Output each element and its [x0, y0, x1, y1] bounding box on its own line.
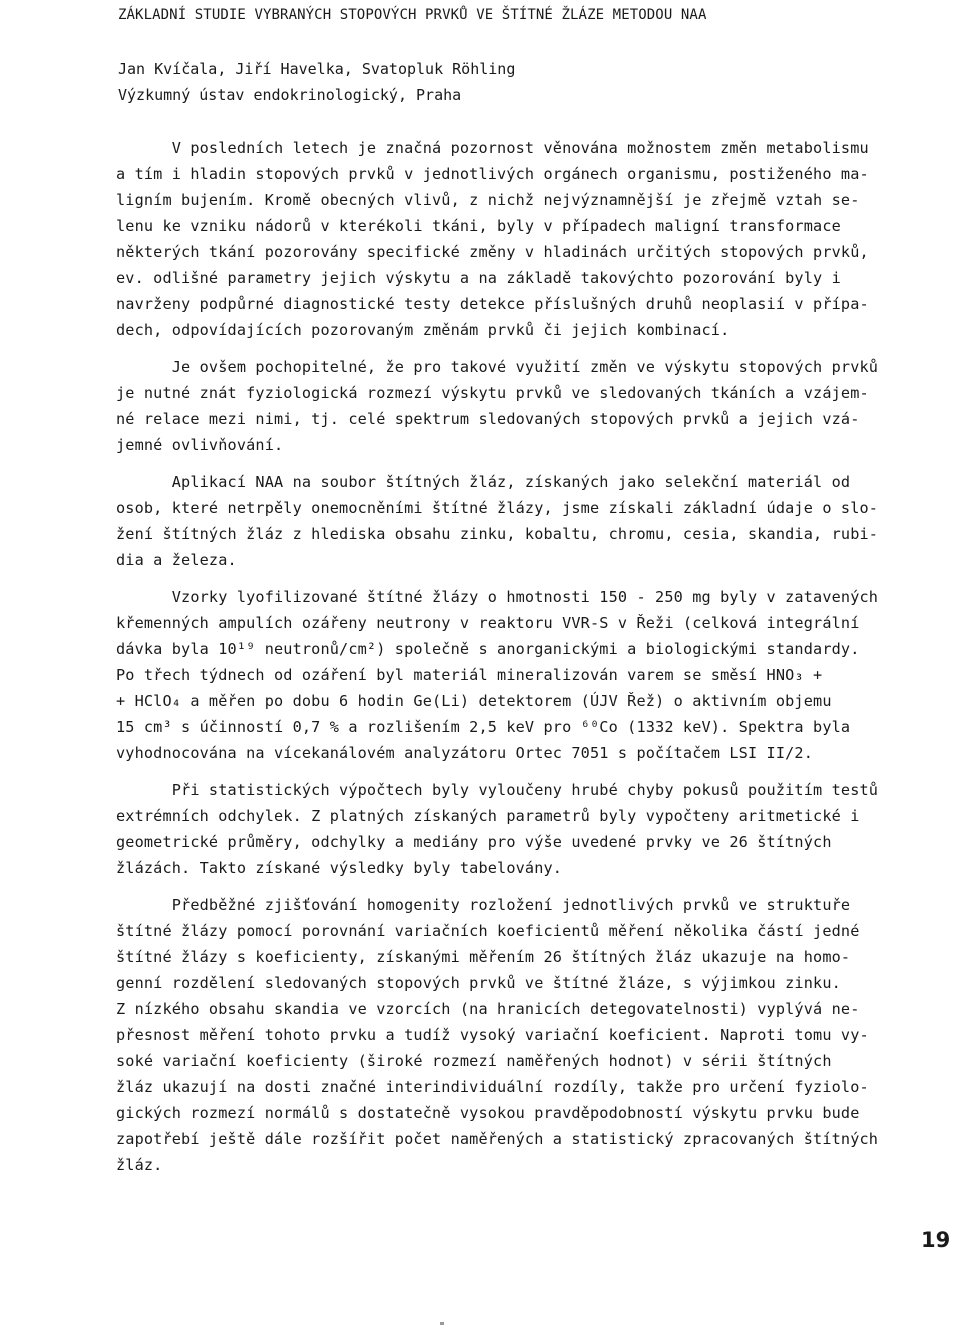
- body-line: V posledních letech je značná pozornost věnována možnostem změn metabolismu: [116, 139, 869, 157]
- body-line: osob, které netrpěly onemocněními štítné žlázy, jsme získali základní údaje o slo-: [116, 499, 879, 517]
- body-line: vyhodnocována na vícekanálovém analyzátoru Ortec 7051 s počítačem LSI II/2.: [116, 744, 814, 762]
- body-line: Při statistických výpočtech byly vyloučeny hrubé chyby pokusů použitím testů: [116, 781, 879, 799]
- body-line: geometrické průměry, odchylky a mediány pro výše uvedené prvky ve 26 štítných: [116, 833, 832, 851]
- body-line: 15 cm³ s účinností 0,7 % a rozlišením 2,5 keV pro ⁶⁰Co (1332 keV). Spektra byla: [116, 718, 851, 736]
- page-number: 19: [921, 1228, 951, 1252]
- body-line: lenu ke vzniku nádorů v kterékoli tkáni, byly v případech maligní transformace: [116, 217, 841, 235]
- body-line: ev. odlišné parametry jejich výskytu a na základě takovýchto pozorování byly i: [116, 269, 841, 287]
- body-line: Po třech týdnech od ozáření byl materiál mineralizován varem se směsí HNO₃ +: [116, 666, 823, 684]
- body-line: některých tkání pozorovány specifické změny v hladinách určitých stopových prvků,: [116, 243, 869, 261]
- body-line: žláz ukazují na dosti značné interindividuální rozdíly, takže pro určení fyziolo-: [116, 1078, 869, 1096]
- body-line: a tím i hladin stopových prvků v jednotlivých orgánech organismu, postiženého ma-: [116, 165, 869, 183]
- body-line: zapotřebí ještě dále rozšířit počet naměřených a statistický zpracovaných štítných: [116, 1130, 879, 1148]
- body-line: genní rozdělení sledovaných stopových prvků ve štítné žláze, s výjimkou zinku.: [116, 974, 841, 992]
- document-title: ZÁKLADNÍ STUDIE VYBRANÝCH STOPOVÝCH PRVKŮ VE ŠTÍTNÉ ŽLÁZE METODOU NAA: [118, 7, 707, 23]
- scan-speck: [440, 1322, 444, 1325]
- body-line: je nutné znát fyziologická rozmezí výskytu prvků ve sledovaných tkáních a vzájem-: [116, 384, 869, 402]
- body-line: + HClO₄ a měřen po dobu 6 hodin Ge(Li) detektorem (ÚJV Řež) o aktivním objemu: [116, 692, 832, 710]
- body-line: navrženy podpůrné diagnostické testy detekce příslušných druhů neoplasií v přípa-: [116, 295, 869, 313]
- body-line: štítné žlázy s koeficienty, získanými měřením 26 štítných žláz ukazuje na homo-: [116, 948, 851, 966]
- body-line: dech, odpovídajících pozorovaným změnám prvků či jejich kombinací.: [116, 321, 730, 339]
- body-line: Je ovšem pochopitelné, že pro takové využití změn ve výskytu stopových prvků: [116, 358, 879, 376]
- body-line: né relace mezi nimi, tj. celé spektrum sledovaných stopových prvků a jejich vzá-: [116, 410, 860, 428]
- body-line: ligním bujením. Kromě obecných vlivů, z nichž nejvýznamnější je zřejmě vztah se-: [116, 191, 860, 209]
- body-line: soké variační koeficienty (široké rozmezí naměřených hodnot) v sérii štítných: [116, 1052, 832, 1070]
- body-line: gických rozmezí normálů s dostatečně vysokou pravděpodobností výskytu prvku bude: [116, 1104, 860, 1122]
- body-line: žláz.: [116, 1156, 163, 1174]
- body-line: žlázách. Takto získané výsledky byly tabelovány.: [116, 859, 563, 877]
- body-line: dávka byla 10¹⁹ neutronů/cm²) společně s anorganickými a biologickými standardy.: [116, 640, 860, 658]
- body-line: dia a železa.: [116, 551, 237, 569]
- author-list: Jan Kvíčala, Jiří Havelka, Svatopluk Röhling: [118, 60, 516, 78]
- body-line: Vzorky lyofilizované štítné žlázy o hmotnosti 150 - 250 mg byly v zatavených: [116, 588, 879, 606]
- body-line: žení štítných žláz z hlediska obsahu zinku, kobaltu, chromu, cesia, skandia, rubi-: [116, 525, 879, 543]
- institute-affiliation: Výzkumný ústav endokrinologický, Praha: [118, 86, 462, 104]
- body-line: přesnost měření tohoto prvku a tudíž vysoký variační koeficient. Naproti tomu vy-: [116, 1026, 869, 1044]
- body-line: jemné ovlivňování.: [116, 436, 284, 454]
- body-line: štítné žlázy pomocí porovnání variačních koeficientů měření několika částí jedné: [116, 922, 860, 940]
- body-line: Z nízkého obsahu skandia ve vzorcích (na hranicích detegovatelnosti) vyplývá ne-: [116, 1000, 860, 1018]
- body-line: Aplikací NAA na soubor štítných žláz, získaných jako selekční materiál od: [116, 473, 851, 491]
- body-line: extrémních odchylek. Z platných získaných parametrů byly vypočteny aritmetické i: [116, 807, 860, 825]
- body-line: křemenných ampulích ozářeny neutrony v reaktoru VVR-S v Řeži (celková integrální: [116, 614, 860, 632]
- body-line: Předběžné zjišťování homogenity rozložení jednotlivých prvků ve struktuře: [116, 896, 851, 914]
